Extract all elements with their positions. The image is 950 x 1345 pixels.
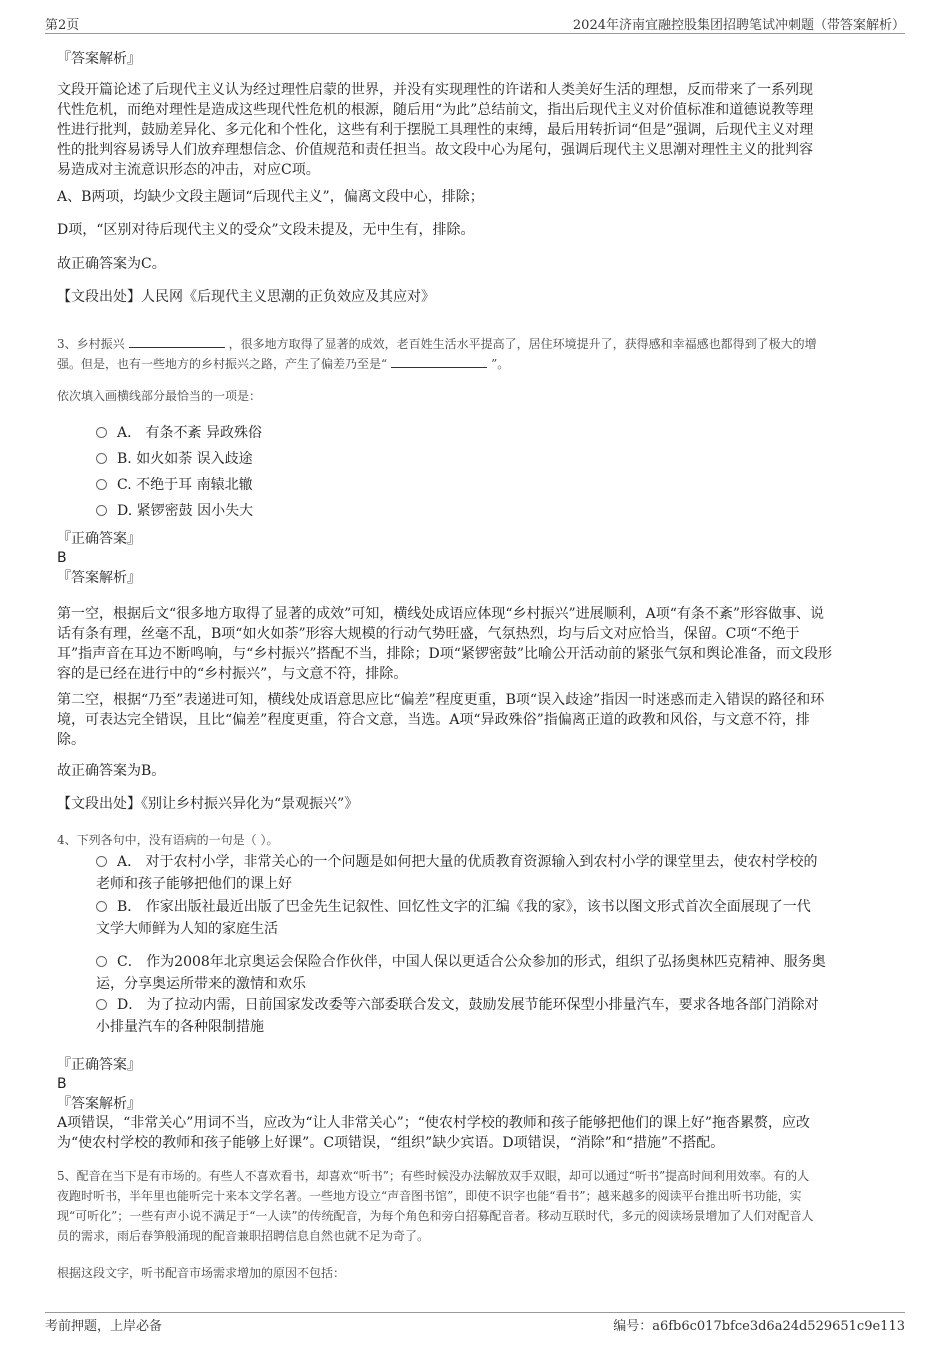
text-line: 现“可听化”；一些有声小说不满足于“一人读”的传统配音，为每个角色和旁白招募配音者。移动互联时代，多元的阅读场景增加了人们对配音人 xyxy=(57,1209,814,1223)
q4-analysis-label: 『答案解析』 xyxy=(57,1096,141,1112)
q2-conclusion: 故正确答案为C。 xyxy=(57,256,166,272)
text-line: 性的批判容易诱导人们放弃理想信念、价值规范和责任担当。故文段中心为尾句，强调后现代主义思潮对理性主义的批判容 xyxy=(57,142,813,158)
q3-stem: 3、乡村振兴 ，很多地方取得了显著的成效，老百姓生活水平提高了，居住环境提升了，获得感和幸福感也都得到了极大的增 强。但是，也有一些地方的乡村振兴之路，产生了偏差乃至是“ ”。 xyxy=(57,337,817,371)
text-line: A项错误，“非常关心”用词不当，应改为“让人非常关心”；“使农村学校的教师和孩子能够把他们的课上好”拖沓累赘，应改 xyxy=(57,1115,811,1131)
q2-source: 【文段出处】人民网《后现代主义思潮的正负效应及其应对》 xyxy=(57,289,435,305)
fill-blank-2 xyxy=(391,355,487,368)
q3-analysis-paragraph-1 xyxy=(57,604,832,684)
text-line: 第二空，根据“乃至”表递进可知，横线处成语意思应比“偏差”程度更重，B项“误入歧途”指因一时迷惑而走入错误的路径和环 xyxy=(57,692,825,708)
q2-analysis-d: D项，“区别对待后现代主义的受众”文段未提及，无中生有，排除。 xyxy=(57,222,475,238)
header-divider xyxy=(45,33,905,34)
q3-answer: B xyxy=(57,550,67,566)
radio-button-icon[interactable] xyxy=(96,505,107,516)
q3-source: 【文段出处】《别让乡村振兴异化为“景观振兴”》 xyxy=(57,796,359,812)
q3-option-a[interactable]: A． 有条不紊 异政殊俗 xyxy=(96,422,262,444)
radio-button-icon[interactable] xyxy=(96,856,107,867)
text-line: 除。 xyxy=(57,732,85,748)
q4-stem: 4、下列各句中，没有语病的一句是（ ）。 xyxy=(57,833,279,847)
q3-analysis-paragraph-2 xyxy=(57,690,824,750)
q3-option-b[interactable]: B. 如火如荼 误入歧途 xyxy=(96,448,253,470)
q4-option-b[interactable]: B． 作家出版社最近出版了巴金先生记叙性、回忆性文字的汇编《我的家》，该书以图文形式首次全面展现了一代 文学大师鲜为人知的家庭生活 xyxy=(96,899,811,937)
q2-analysis-ab: A、B两项，均缺少文段主题词“后现代主义”，偏离文段中心，排除； xyxy=(57,189,484,205)
q3-prompt: 依次填入画横线部分最恰当的一项是： xyxy=(57,389,262,403)
document-id: 编号：a6fb6c017bfce3d6a24d529651c9e113 xyxy=(613,1319,905,1334)
text-line: 代性危机，而绝对理性是造成这些现代性危机的根源，随后用“为此”总结前文，指出后现代主义对价值标准和道德说教等理 xyxy=(57,102,814,118)
text-line: 境，可表达完全错误，且比“偏差”程度更重，符合文意，当选。A项“异政殊俗”指偏离正道的政教和风俗，与文意不符，排 xyxy=(57,712,810,728)
text-line: 容的是已经在进行中的“乡村振兴”，与文意不符，排除。 xyxy=(57,666,408,682)
text-line: 耳”指声音在耳边不断鸣响，与“乡村振兴”搭配不当，排除；D项“紧锣密鼓”比喻公开活动前的紧张气氛和舆论准备，而文段形 xyxy=(57,646,833,662)
text-line: 文段开篇论述了后现代主义认为经过理性启蒙的世界，并没有实现理性的许诺和人类美好生活的理想，反而带来了一系列现 xyxy=(57,82,813,98)
radio-button-icon[interactable] xyxy=(96,453,107,464)
text-line: 员的需求，雨后春笋般涌现的配音兼职招聘信息自然也就不足为奇了。 xyxy=(57,1229,430,1243)
text-line: 易造成对主流意识形态的冲击，对应C项。 xyxy=(57,162,320,178)
text-line: 夜跑时听书，半年里也能听完十来本文学名著。一些地方设立“声音图书馆”，即使不识字也能“看书”；越来越多的阅读平台推出听书功能，实 xyxy=(57,1189,802,1203)
q5-stem xyxy=(57,1166,814,1246)
page-number: 第2页 xyxy=(45,18,80,33)
q3-conclusion: 故正确答案为B。 xyxy=(57,763,166,779)
footer-divider xyxy=(45,1312,905,1313)
q4-option-a[interactable]: A． 对于农村小学，非常关心的一个问题是如何把大量的优质教育资源输入到农村小学的课堂里去，使农村学校的 老师和孩子能够把他们的课上好 xyxy=(96,854,818,892)
q2-analysis-label: 『答案解析』 xyxy=(57,51,141,67)
q3-analysis-label: 『答案解析』 xyxy=(57,570,141,586)
document-title: 2024年济南宜融控股集团招聘笔试冲刺题（带答案解析） xyxy=(572,18,905,33)
radio-button-icon[interactable] xyxy=(96,479,107,490)
fill-blank-1 xyxy=(129,335,225,348)
q3-option-d[interactable]: D. 紧锣密鼓 因小失大 xyxy=(96,500,253,522)
text-line: 5、配音在当下是有市场的。有些人不喜欢看书，却喜欢“听书”；有些时候没办法解放双手双眼，却可以通过“听书”提高时间利用效率。有的人 xyxy=(57,1169,810,1183)
q4-option-c[interactable]: C． 作为2008年北京奥运会保险合作伙伴，中国人保以更适合公众参加的形式，组织了弘扬奥林匹克精神、服务奥 运，分享奥运所带来的激情和欢乐 xyxy=(96,954,826,992)
q3-answer-label: 『正确答案』 xyxy=(57,531,141,547)
radio-button-icon[interactable] xyxy=(96,901,107,912)
footer-slogan: 考前押题，上岸必备 xyxy=(45,1319,163,1334)
q2-analysis-paragraph xyxy=(57,80,813,180)
radio-button-icon[interactable] xyxy=(96,956,107,967)
text-line: 为“使农村学校的教师和孩子能够上好课”。C项错误，“组织”缺少宾语。D项错误，“消除”和“措施”不搭配。 xyxy=(57,1135,725,1151)
q4-answer: B xyxy=(57,1076,67,1092)
text-line: 话有条有理，丝毫不乱，B项“如火如荼”形容大规模的行动气势旺盛，气氛热烈，均与后文对应恰当，保留。C项“不绝于 xyxy=(57,626,800,642)
text-line: 性进行批判，鼓励差异化、多元化和个性化，这些有利于摆脱工具理性的束缚，最后用转折词“但是”强调，后现代主义对理 xyxy=(57,122,814,138)
text-line: 第一空，根据后文“很多地方取得了显著的成效”可知，横线处成语应体现“乡村振兴”进展顺利，A项“有条不紊”形容做事、说 xyxy=(57,606,825,622)
radio-button-icon[interactable] xyxy=(96,427,107,438)
q4-answer-label: 『正确答案』 xyxy=(57,1057,141,1073)
q5-prompt: 根据这段文字，听书配音市场需求增加的原因不包括： xyxy=(57,1266,346,1280)
q3-option-c[interactable]: C. 不绝于耳 南辕北辙 xyxy=(96,474,253,496)
q4-analysis xyxy=(57,1113,810,1153)
radio-button-icon[interactable] xyxy=(96,999,107,1010)
q4-option-d[interactable]: D． 为了拉动内需，日前国家发改委等六部委联合发文，鼓励发展节能环保型小排量汽车，要求各地各部门消除对 小排量汽车的各种限制措施 xyxy=(96,997,819,1035)
